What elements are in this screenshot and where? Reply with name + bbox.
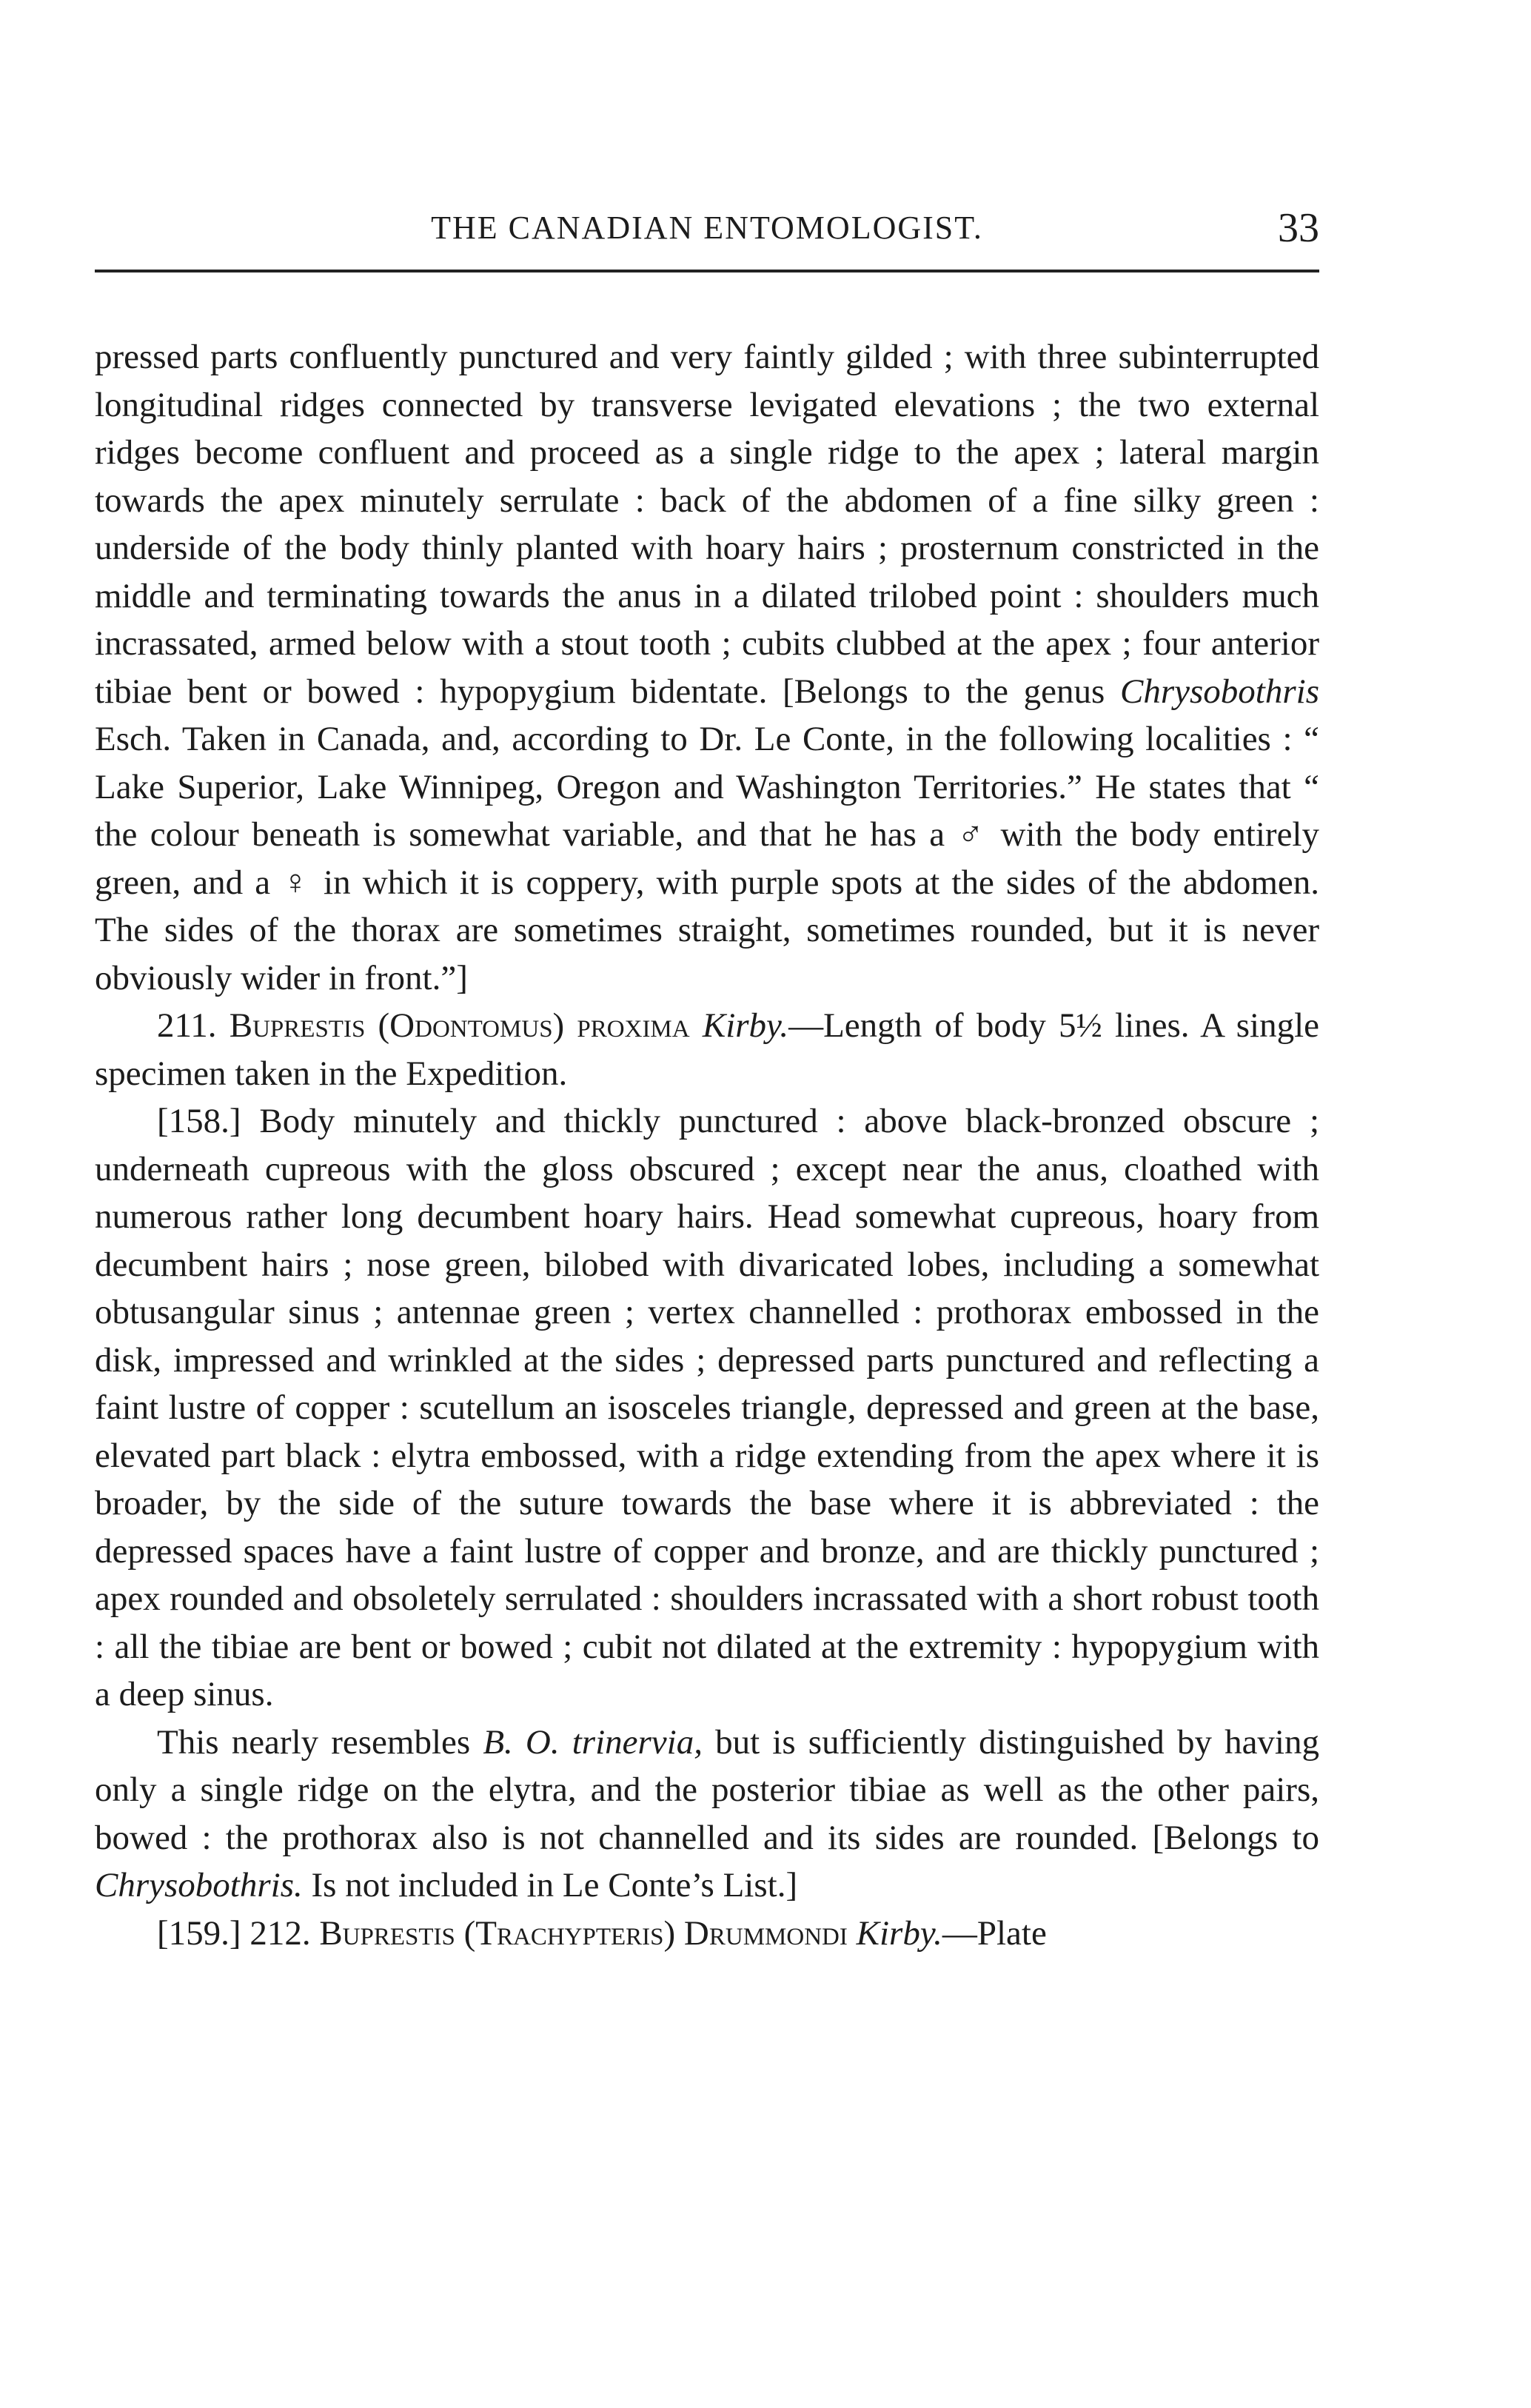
species-name: Buprestis (Odontomus) proxima xyxy=(229,1006,690,1045)
paragraph-text: This nearly resembles xyxy=(157,1722,483,1762)
page-header xyxy=(95,205,1319,268)
comparison-paragraph xyxy=(95,1719,1319,1910)
running-title: THE CANADIAN ENTOMOLOGIST. xyxy=(431,210,983,246)
original-reference: [158.] xyxy=(157,1102,241,1140)
paragraph-text: Body minutely and thickly punctured : above black-bronzed obscure ; underneath cupreous with the gloss obscured ; except near the anus, cloathed with numerous rather long decumbent hoary hairs. Head somewhat cupreous, hoary from decumbent hairs ; nose green, bilobed with divaricated lobes, including a somewhat obtusangular sinus ; antennae green ; vertex channelled : prothorax embossed in the disk, impressed and wrinkled at the sides ; depressed parts punctured and reflecting a faint lustre of copper : scutellum an isosceles triangle, depressed and green at the base, elevated part black : elytra embossed, with a ridge extending from the apex where it is broader, by the side of the suture towards the base where it is abbreviated : the depressed spaces have a faint lustre of copper and bronze, and are thickly punctured ; apex rounded and obsoletely serrulated : shoulders incrassated with a short robust tooth : all the tibiae are bent or bowed ; cubit not dilated at the extremity : hypopygium with a deep sinus. xyxy=(95,1102,1319,1713)
genus-name-italic: Chrysobothris. xyxy=(95,1866,303,1904)
paragraph-text: but is sufficiently distinguished by having only a single ridge on the elytra, and the posterior tibiae as well as the other pairs, bowed : the prothorax also is not channelled and its sides are rounded. [Belongs to xyxy=(95,1722,1319,1857)
paragraph-text: pressed parts confluently punctured and very faintly gilded ; with three subinterrupted longitudinal ridges connected by transverse levigated elevations ; the two external ridges become confluent and proceed as a single ridge to the apex ; lateral margin towards the apex minutely serrulate : back of the abdomen of a fine silky green : underside of the body thinly planted with hoary hairs ; prosternum constricted in the middle and terminating towards the anus in a dilated trilobed point : shoulders much incrassated, armed below with a stout tooth ; cubits clubbed at the apex ; four anterior tibiae bent or bowed : hypopygium bidentate. [Belongs to the genus xyxy=(95,338,1319,711)
entry-number: 212. xyxy=(249,1913,311,1953)
species-entry-211 xyxy=(95,1002,1319,1097)
entry-number: 211. xyxy=(157,1006,217,1045)
header-rule xyxy=(95,270,1319,272)
original-reference: [159.] xyxy=(157,1913,241,1953)
genus-name-italic: Chrysobothris xyxy=(1120,672,1319,711)
species-name: Buprestis (Trachypteris) Drummondi xyxy=(319,1913,848,1953)
species-author: Kirby. xyxy=(856,1913,942,1953)
paragraph-continued xyxy=(95,333,1319,1002)
paragraph-text: Esch. Taken in Canada, and, according to Dr. Le Conte, in the following localities : “ Lake Superior, Lake Winnipeg, Oregon and Washington Territories.” He states that “ the colour beneath is somewhat variable, and that he has a ♂ with the body entirely green, and a ♀ in which it is coppery, with purple spots at the sides of the abdomen. The sides of the thorax are sometimes straight, sometimes rounded, but it is never obviously wider in front.”] xyxy=(95,720,1319,997)
entry-text: —Length of body 5½ lines. A single specimen taken in the Expedition. xyxy=(95,1006,1320,1093)
species-author: Kirby. xyxy=(702,1006,789,1045)
species-name-italic: B. O. trinervia, xyxy=(483,1722,703,1762)
paragraph-text: Is not included in Le Conte’s List.] xyxy=(302,1866,798,1904)
page-number: 33 xyxy=(1278,205,1319,251)
body-text xyxy=(95,333,1319,1957)
species-entry-212 xyxy=(95,1910,1319,1958)
description-paragraph xyxy=(95,1097,1319,1719)
entry-text: —Plate xyxy=(942,1913,1047,1953)
